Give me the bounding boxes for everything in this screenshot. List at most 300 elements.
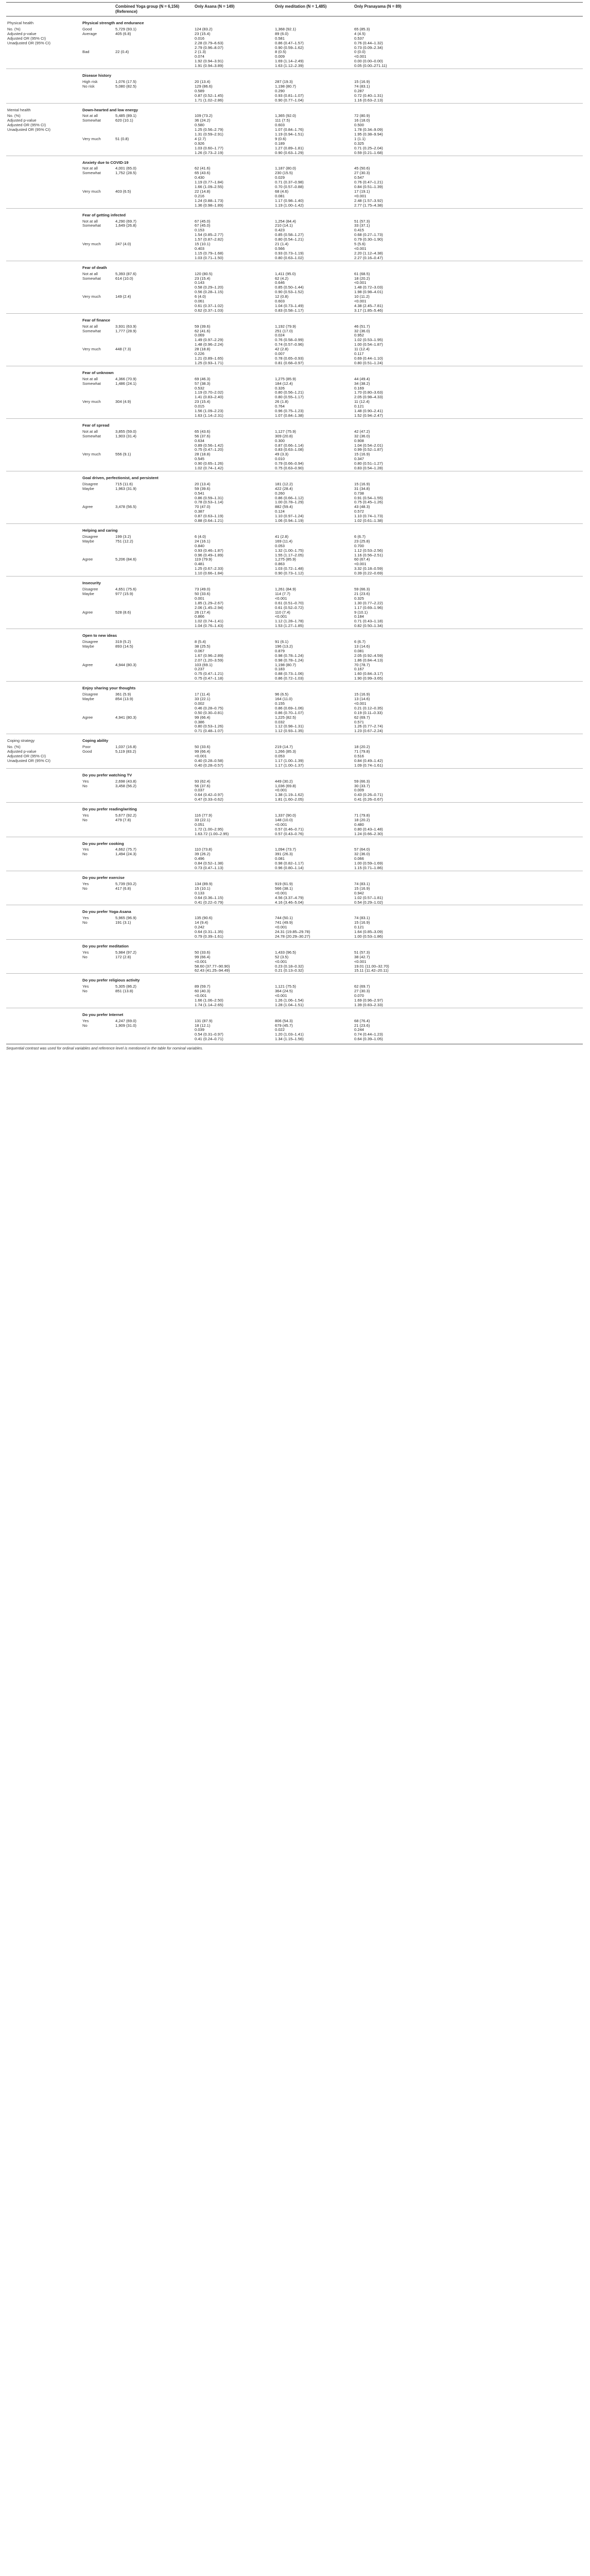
stat-label-cell bbox=[6, 50, 81, 55]
combined-yoga-cell bbox=[114, 510, 194, 514]
only-meditation-cell: 0.86 (0.70–1.07) bbox=[275, 710, 304, 715]
table-row bbox=[6, 658, 583, 663]
only-meditation-cell: 1.63 (1.12–2.39) bbox=[275, 64, 304, 69]
combined-yoga-cell: 751 (12.2) bbox=[115, 539, 133, 544]
only-asana-cell: 0.069 bbox=[195, 333, 205, 338]
level-cell: Yes bbox=[82, 916, 89, 921]
only-asana-cell: 0.039 bbox=[195, 1028, 205, 1032]
only-meditation-cell: 0.96 (0.80–1.14) bbox=[275, 866, 304, 871]
combined-yoga-cell bbox=[114, 706, 194, 711]
table-row bbox=[6, 27, 583, 32]
header-combined-yoga: Combined Yoga group (N = 6,156) (Reference) bbox=[114, 3, 194, 16]
only-asana-cell: 22 (14.8) bbox=[195, 190, 211, 194]
combined-yoga-cell: 405 (6.8) bbox=[115, 31, 131, 36]
table-row bbox=[6, 309, 583, 313]
header-only-pranayama: Only Pranayama (N = 89) bbox=[353, 3, 583, 16]
only-meditation-cell: 1,254 (84.4) bbox=[275, 219, 296, 224]
only-asana-cell: 1.25 (0.67–2.33) bbox=[195, 567, 223, 571]
only-asana-cell: 65 (43.6) bbox=[195, 171, 211, 176]
combined-yoga-cell: 5,739 (93.2) bbox=[115, 882, 136, 886]
variable-name: Fear of spread bbox=[81, 418, 583, 429]
only-meditation-cell: 114 (7.7) bbox=[275, 591, 290, 596]
level-cell bbox=[81, 361, 114, 366]
stat-label-cell bbox=[6, 377, 81, 382]
only-asana-cell: 0.58 (0.29–1.20) bbox=[195, 285, 223, 290]
only-meditation-cell: 96 (6.5) bbox=[275, 692, 289, 697]
level-cell: Very much bbox=[82, 452, 101, 457]
only-meditation-cell: 1.69 (1.14–2.49) bbox=[275, 59, 304, 64]
combined-yoga-cell bbox=[114, 343, 194, 347]
stat-label-cell bbox=[6, 676, 81, 681]
only-asana-cell: 1.25 (0.93–1.71) bbox=[195, 361, 223, 365]
level-cell bbox=[81, 199, 114, 204]
combined-yoga-cell: 4,662 (75.7) bbox=[115, 848, 136, 852]
only-meditation-cell: 0.74 (0.57–0.96) bbox=[275, 343, 304, 347]
only-pranayama-cell: 32 (36.0) bbox=[354, 434, 370, 438]
stat-label-cell bbox=[6, 137, 81, 142]
stat-label-cell bbox=[6, 299, 81, 304]
variable-header-row bbox=[6, 524, 583, 535]
only-pranayama-cell: 15 (16.9) bbox=[354, 452, 370, 457]
only-asana-cell: 59 (39.6) bbox=[195, 324, 211, 329]
level-cell bbox=[81, 562, 114, 567]
only-pranayama-cell: 1.17 (0.69–1.96) bbox=[354, 605, 383, 610]
header-only-asana: Only Asana (N = 149) bbox=[194, 3, 274, 16]
level-cell: Somewhat bbox=[82, 276, 101, 281]
only-asana-cell: 1.36 (0.98–1.89) bbox=[195, 203, 223, 208]
variable-header-row bbox=[6, 629, 583, 640]
only-asana-cell: 50 (33.6) bbox=[195, 950, 211, 955]
stat-label-cell bbox=[6, 663, 81, 668]
only-asana-cell: 0.153 bbox=[195, 228, 205, 233]
only-pranayama-cell: 1.86 (0.84–4.13) bbox=[354, 658, 383, 663]
only-asana-cell: 1.26 (0.73–2.19) bbox=[195, 150, 223, 155]
only-pranayama-cell: 27 (30.3) bbox=[354, 171, 370, 176]
only-pranayama-cell: 1.16 (0.56–2.51) bbox=[354, 553, 383, 557]
stat-label-cell bbox=[6, 444, 81, 448]
variable-name: Goal driven, perfectionist, and persistent bbox=[81, 471, 583, 482]
table-row bbox=[6, 676, 583, 681]
level-cell bbox=[81, 832, 114, 837]
only-meditation-cell: 1.38 (1.19–1.62) bbox=[275, 793, 304, 798]
only-asana-cell: 0.532 bbox=[195, 386, 205, 391]
combined-yoga-cell bbox=[114, 544, 194, 549]
table-row bbox=[6, 539, 583, 544]
only-meditation-cell: 1,337 (90.0) bbox=[275, 814, 296, 818]
only-asana-cell: 0.387 bbox=[195, 510, 205, 514]
combined-yoga-cell: 1,486 (24.1) bbox=[115, 381, 136, 386]
only-asana-cell: 2.28 (0.79–6.63) bbox=[195, 41, 223, 45]
stat-label-cell bbox=[6, 55, 81, 59]
only-pranayama-cell: 1.64 (0.85–3.09) bbox=[354, 930, 383, 935]
only-pranayama-cell: 1.12 (0.53–2.56) bbox=[354, 548, 383, 553]
level-cell: No bbox=[82, 1023, 88, 1028]
only-pranayama-cell: 1.02 (0.61–1.38) bbox=[354, 519, 383, 523]
stat-label-cell bbox=[6, 969, 81, 973]
table-row bbox=[6, 814, 583, 818]
level-cell bbox=[81, 729, 114, 734]
table-row bbox=[6, 702, 583, 706]
stat-label-cell bbox=[6, 409, 81, 414]
only-asana-cell: 1.74 (1.14–2.65) bbox=[195, 1003, 223, 1007]
combined-yoga-cell: 5,677 (92.2) bbox=[115, 814, 136, 818]
only-meditation-cell: 0.029 bbox=[275, 176, 285, 180]
only-pranayama-cell: 5 (5.6) bbox=[354, 242, 366, 247]
variable-name: Do you prefer cooking bbox=[81, 837, 583, 848]
level-cell: Not at all bbox=[82, 377, 98, 381]
only-meditation-cell: 1.04 (0.73–1.49) bbox=[275, 303, 304, 308]
combined-yoga-cell bbox=[114, 562, 194, 567]
table-row bbox=[6, 462, 583, 466]
combined-yoga-cell bbox=[114, 567, 194, 571]
table-row bbox=[6, 382, 583, 386]
only-pranayama-cell: 1.95 (0.38–9.94) bbox=[354, 132, 383, 137]
table-row bbox=[6, 921, 583, 925]
level-cell bbox=[81, 128, 114, 132]
combined-yoga-cell: 1,752 (28.5) bbox=[115, 171, 136, 176]
only-pranayama-cell: 42 (47.2) bbox=[354, 429, 370, 434]
level-cell: Not at all bbox=[82, 219, 98, 224]
only-meditation-cell: 1.07 (0.84–1.38) bbox=[275, 413, 304, 418]
combined-yoga-cell: 191 (3.1) bbox=[115, 921, 131, 925]
level-cell: Very much bbox=[82, 242, 101, 247]
table-row bbox=[6, 224, 583, 228]
stat-label-cell bbox=[6, 553, 81, 558]
stat-label-cell bbox=[6, 247, 81, 251]
only-pranayama-cell: 0.500 bbox=[354, 123, 365, 128]
stat-label-cell bbox=[6, 606, 81, 611]
table-row bbox=[6, 80, 583, 84]
variable-header-row bbox=[6, 156, 583, 166]
only-meditation-cell: 0.57 (0.46–0.71) bbox=[275, 827, 304, 832]
stat-label-cell bbox=[6, 798, 81, 802]
only-asana-cell: 99 (66.4) bbox=[195, 955, 211, 959]
combined-yoga-cell bbox=[114, 624, 194, 629]
only-pranayama-cell: 0.738 bbox=[354, 491, 365, 496]
only-pranayama-cell: 0.571 bbox=[354, 720, 365, 724]
combined-yoga-cell bbox=[114, 151, 194, 156]
variable-name: Do you prefer religious activity bbox=[81, 974, 583, 985]
only-asana-cell: 116 (77.9) bbox=[195, 814, 213, 818]
stat-label-cell bbox=[6, 764, 81, 768]
stat-label-cell bbox=[6, 414, 81, 418]
stat-label-cell bbox=[6, 921, 81, 925]
only-pranayama-cell: 1.16 (0.63–2.13) bbox=[354, 98, 383, 103]
level-cell: No bbox=[82, 955, 88, 959]
level-cell bbox=[81, 857, 114, 861]
only-asana-cell: 0.93 (0.46–1.87) bbox=[195, 548, 223, 553]
table-row bbox=[6, 94, 583, 98]
stat-label-cell bbox=[6, 190, 81, 194]
stat-label-cell bbox=[6, 395, 81, 400]
only-asana-cell: 134 (89.9) bbox=[195, 882, 213, 886]
only-meditation-cell: 0.90 (0.59–1.62) bbox=[275, 45, 304, 50]
only-asana-cell: 0.80 (0.53–1.26) bbox=[195, 724, 223, 729]
level-cell: Maybe bbox=[82, 486, 94, 491]
table-row bbox=[6, 295, 583, 299]
only-meditation-cell: 0.93 (0.81–1.07) bbox=[275, 93, 304, 98]
stat-label-cell bbox=[6, 357, 81, 361]
combined-yoga-cell: 1,037 (16.8) bbox=[115, 745, 136, 750]
only-asana-cell: 1.10 (0.66–1.84) bbox=[195, 571, 223, 576]
combined-yoga-cell bbox=[114, 606, 194, 611]
variable-header-row bbox=[6, 871, 583, 882]
table-row bbox=[6, 194, 583, 199]
only-meditation-cell: <0.001 bbox=[275, 788, 287, 793]
table-row bbox=[6, 624, 583, 629]
only-meditation-cell: 1.12 (0.93–1.35) bbox=[275, 729, 304, 734]
only-asana-cell: 65 (43.6) bbox=[195, 429, 211, 434]
stat-label-cell bbox=[6, 964, 81, 969]
group-label-cell bbox=[6, 682, 81, 692]
only-meditation-cell: 0.79 (0.66–0.94) bbox=[275, 462, 304, 466]
only-pranayama-cell: <0.001 bbox=[354, 55, 367, 59]
level-cell bbox=[81, 606, 114, 611]
table-row bbox=[6, 444, 583, 448]
table-row bbox=[6, 338, 583, 343]
only-pranayama-cell: 68 (76.4) bbox=[354, 1019, 370, 1023]
only-asana-cell: 8 (5.4) bbox=[195, 640, 206, 645]
only-meditation-cell: 1.06 (0.94–1.19) bbox=[275, 519, 304, 523]
only-meditation-cell: 0.98 (0.78–1.24) bbox=[275, 653, 304, 658]
table-row bbox=[6, 1032, 583, 1037]
only-asana-cell: 1.63 (1.14–2.31) bbox=[195, 413, 223, 418]
stat-label-cell bbox=[6, 711, 81, 716]
only-meditation-cell: 26 (1.8) bbox=[275, 400, 289, 404]
group-label-cell: Physical health bbox=[7, 21, 34, 25]
level-cell bbox=[81, 404, 114, 409]
only-pranayama-cell: 0.69 (0.44–1.10) bbox=[354, 357, 383, 361]
table-row bbox=[6, 951, 583, 955]
only-asana-cell: 0.589 bbox=[195, 89, 205, 93]
level-cell bbox=[81, 185, 114, 190]
stat-label-cell bbox=[6, 347, 81, 352]
combined-yoga-cell: 620 (10.1) bbox=[115, 118, 133, 123]
stat-label-cell bbox=[6, 720, 81, 725]
combined-yoga-cell bbox=[114, 754, 194, 759]
only-asana-cell: 56 (37.6) bbox=[195, 434, 211, 438]
level-cell: Bad bbox=[82, 50, 90, 55]
level-cell: Agree bbox=[82, 610, 93, 615]
only-meditation-cell: 0.23 (0.18–0.32) bbox=[275, 964, 304, 969]
level-cell: Disagree bbox=[82, 587, 98, 591]
only-meditation-cell: 0.80 (0.54–1.21) bbox=[275, 238, 304, 242]
table-row bbox=[6, 930, 583, 935]
only-asana-cell: 120 (80.5) bbox=[195, 272, 213, 276]
only-pranayama-cell: 10 (11.2) bbox=[354, 295, 370, 299]
only-meditation-cell: 0.85 (0.58–1.27) bbox=[275, 233, 304, 238]
only-asana-cell: 0.71 (0.48–1.07) bbox=[195, 729, 223, 734]
combined-yoga-cell: 4,247 (69.0) bbox=[115, 1019, 136, 1023]
only-meditation-cell: 0.764 bbox=[275, 404, 285, 409]
only-asana-cell: 57 (38.3) bbox=[195, 381, 211, 386]
stat-label-cell bbox=[6, 557, 81, 562]
stat-label-cell bbox=[6, 640, 81, 645]
combined-yoga-cell bbox=[114, 132, 194, 137]
level-cell bbox=[81, 333, 114, 338]
table-row bbox=[6, 1037, 583, 1042]
table-row bbox=[6, 151, 583, 156]
only-pranayama-cell: 0.908 bbox=[354, 438, 365, 443]
only-asana-cell: 0.237 bbox=[195, 667, 205, 672]
stat-label-cell bbox=[6, 194, 81, 199]
only-meditation-cell: 230 (15.5) bbox=[275, 171, 293, 176]
table-row bbox=[6, 601, 583, 606]
level-cell bbox=[81, 658, 114, 663]
only-meditation-cell: 882 (59.4) bbox=[275, 505, 293, 510]
only-meditation-cell: 1.12 (1.28–1.78) bbox=[275, 619, 304, 624]
table-row bbox=[6, 706, 583, 711]
only-asana-cell: 1.66 (1.06–2.50) bbox=[195, 998, 223, 1003]
only-pranayama-cell: 0.19 (0.11–0.33) bbox=[354, 710, 383, 715]
stat-label-cell bbox=[6, 592, 81, 597]
stat-label-cell bbox=[6, 724, 81, 729]
combined-yoga-cell bbox=[114, 788, 194, 793]
level-cell: Disagree bbox=[82, 482, 98, 486]
combined-yoga-cell bbox=[114, 46, 194, 50]
only-asana-cell: 70 (47.0) bbox=[195, 505, 211, 510]
only-meditation-cell: 0.290 bbox=[275, 89, 285, 93]
stat-label-cell bbox=[6, 818, 81, 823]
only-pranayama-cell: 0.76 (0.47–1.21) bbox=[354, 180, 383, 185]
table-row bbox=[6, 553, 583, 558]
only-asana-cell: 1.92 (0.94–3.91) bbox=[195, 59, 223, 64]
combined-yoga-cell bbox=[114, 729, 194, 734]
stat-label-cell bbox=[6, 361, 81, 366]
table-row bbox=[6, 466, 583, 471]
stat-label-cell bbox=[6, 1037, 81, 1042]
only-meditation-cell: 1.07 (0.84–1.76) bbox=[275, 128, 304, 132]
level-cell bbox=[81, 281, 114, 285]
combined-yoga-cell bbox=[114, 444, 194, 448]
only-asana-cell: 6 (4.0) bbox=[195, 295, 206, 299]
stat-label-cell bbox=[6, 615, 81, 619]
combined-yoga-cell: 3,458 (56.2) bbox=[115, 784, 136, 788]
table-row bbox=[6, 549, 583, 553]
level-cell bbox=[81, 180, 114, 185]
level-cell bbox=[81, 619, 114, 624]
combined-yoga-cell bbox=[114, 601, 194, 606]
table-row bbox=[6, 969, 583, 973]
only-meditation-cell: 0.603 bbox=[275, 299, 285, 304]
combined-yoga-cell bbox=[114, 1037, 194, 1042]
only-asana-cell: 0.50 (0.30–0.81) bbox=[195, 710, 223, 715]
only-meditation-cell: 1.19 (0.94–1.51) bbox=[275, 132, 304, 137]
only-meditation-cell: <0.001 bbox=[275, 822, 287, 827]
level-cell bbox=[81, 706, 114, 711]
only-meditation-cell: 111 (7.5) bbox=[275, 118, 290, 123]
only-asana-cell: 0.067 bbox=[195, 649, 205, 653]
variable-header-row bbox=[6, 366, 583, 377]
combined-yoga-cell: 4,944 (80.3) bbox=[115, 663, 136, 667]
combined-yoga-cell bbox=[114, 357, 194, 361]
table-row bbox=[6, 146, 583, 151]
table-row bbox=[6, 98, 583, 103]
level-cell bbox=[81, 624, 114, 629]
only-asana-cell: 0.037 bbox=[195, 788, 205, 793]
only-pranayama-cell: 16 (18.0) bbox=[354, 118, 370, 123]
level-cell bbox=[81, 896, 114, 901]
only-meditation-cell: 68 (4.6) bbox=[275, 190, 289, 194]
variable-header-row bbox=[6, 313, 583, 324]
table-row bbox=[6, 654, 583, 658]
variable-header-row bbox=[6, 682, 583, 692]
only-asana-cell: 0.54 (0.31–0.97) bbox=[195, 1032, 223, 1037]
only-asana-cell: 0.87 (0.52–1.45) bbox=[195, 93, 223, 98]
only-pranayama-cell: 0.73 (0.09–2.34) bbox=[354, 45, 383, 50]
only-asana-cell: 110 (73.8) bbox=[195, 848, 213, 852]
only-pranayama-cell: 0.83 (0.54–1.28) bbox=[354, 466, 383, 471]
only-pranayama-cell: 4 (4.5) bbox=[354, 31, 366, 36]
combined-yoga-cell bbox=[114, 960, 194, 964]
stat-label-cell bbox=[6, 251, 81, 256]
level-cell bbox=[81, 823, 114, 827]
table-row bbox=[6, 343, 583, 347]
level-cell: Agree bbox=[82, 557, 93, 562]
variable-header-row bbox=[6, 208, 583, 219]
stat-label-cell bbox=[6, 916, 81, 921]
combined-yoga-cell: 479 (7.8) bbox=[115, 818, 131, 822]
only-asana-cell: 28 (18.8) bbox=[195, 452, 211, 457]
only-asana-cell: 1.71 (1.02–2.86) bbox=[195, 98, 223, 103]
only-pranayama-cell: 2.77 (1.75–4.38) bbox=[354, 203, 383, 208]
only-meditation-cell: 0.053 bbox=[275, 544, 285, 548]
combined-yoga-cell: 361 (5.9) bbox=[115, 692, 131, 697]
only-asana-cell: 0.73 (0.47–1.13) bbox=[195, 866, 223, 871]
only-pranayama-cell: 1.00 (0.54–1.87) bbox=[354, 343, 383, 347]
group-label-cell bbox=[6, 974, 81, 985]
only-asana-cell: 23 (15.4) bbox=[195, 400, 211, 404]
only-pranayama-cell: 1.78 (0.34–9.09) bbox=[354, 128, 383, 132]
stat-label-cell bbox=[6, 146, 81, 151]
only-pranayama-cell: 0.76 (0.44–1.32) bbox=[354, 41, 383, 45]
level-cell bbox=[81, 309, 114, 313]
table-row bbox=[6, 745, 583, 750]
only-asana-cell: 124 (83.2) bbox=[195, 27, 213, 31]
only-meditation-cell: 0.71 (0.37–0.98) bbox=[275, 180, 304, 185]
table-row bbox=[6, 128, 583, 132]
table-row bbox=[6, 500, 583, 505]
stat-label-cell bbox=[6, 951, 81, 955]
only-pranayama-cell: 1.23 (0.67–2.24) bbox=[354, 729, 383, 734]
level-cell bbox=[81, 514, 114, 519]
table-row bbox=[6, 439, 583, 444]
only-pranayama-cell: 74 (83.1) bbox=[354, 916, 370, 921]
only-pranayama-cell: 1.15 (0.71–1.86) bbox=[354, 866, 383, 871]
only-pranayama-cell: 62 (69.7) bbox=[354, 715, 370, 720]
group-label-cell bbox=[6, 471, 81, 482]
only-pranayama-cell: <0.001 bbox=[354, 562, 367, 567]
table-row bbox=[6, 866, 583, 871]
only-asana-cell: 0.143 bbox=[195, 281, 205, 285]
table-row bbox=[6, 798, 583, 802]
only-pranayama-cell: 0.287 bbox=[354, 89, 365, 93]
combined-yoga-cell bbox=[114, 281, 194, 285]
only-pranayama-cell: 74 (83.1) bbox=[354, 84, 370, 89]
stat-label-cell bbox=[6, 882, 81, 887]
only-asana-cell: 0.430 bbox=[195, 176, 205, 180]
only-asana-cell: 0.75 (0.47–1.18) bbox=[195, 676, 223, 681]
table-row bbox=[6, 998, 583, 1003]
level-cell bbox=[81, 466, 114, 471]
only-asana-cell: 15 (10.1) bbox=[195, 242, 211, 247]
only-pranayama-cell: 1.98 (0.98–4.01) bbox=[354, 290, 383, 295]
level-cell bbox=[81, 925, 114, 930]
level-cell: Somewhat bbox=[82, 381, 101, 386]
combined-yoga-cell: 5,305 (86.2) bbox=[115, 985, 136, 989]
level-cell bbox=[81, 930, 114, 935]
only-meditation-cell: 0.88 (0.73–1.06) bbox=[275, 672, 304, 676]
